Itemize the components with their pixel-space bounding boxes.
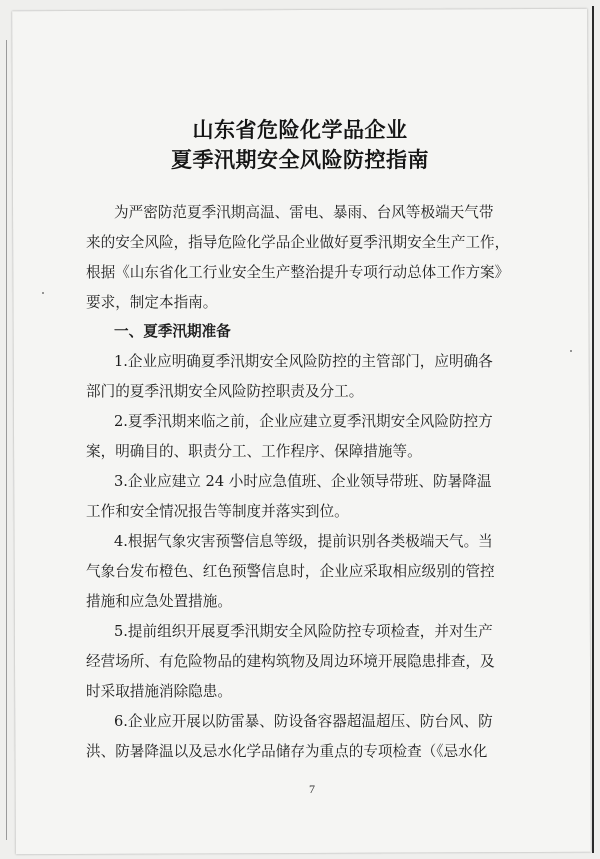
item-1-line-1: 1.企业应明确夏季汛期安全风险防控的主管部门，应明确各 [114,353,493,370]
document-title-line-1: 山东省危险化学品企业 [192,118,408,142]
section-heading: 一、夏季汛期准备 [114,323,231,340]
item-3-line-2: 工作和安全情况报告等制度并落实到位。 [86,503,349,520]
intro-line-1: 为严密防范夏季汛期高温、雷电、暴雨、台风等极端天气带 [114,204,494,221]
item-5-line-1: 5.提前组织开展夏季汛期安全风险防控专项检查，并对生产 [114,623,493,640]
item-2-line-1: 2.夏季汛期来临之前，企业应建立夏季汛期安全风险防控方 [114,413,493,430]
item-5-line-3: 时采取措施消除隐患。 [86,683,232,700]
item-3-line-1: 3.企业应建立 24 小时应急值班、企业领导带班、防暑降温 [114,473,492,490]
intro-line-2: 来的安全风险，指导危险化学品企业做好夏季汛期安全生产工作， [86,234,510,251]
item-4-line-3: 措施和应急处置措施。 [86,593,232,610]
item-4-line-1: 4.根据气象灾害预警信息等级，提前识别各类极端天气。当 [114,533,493,550]
item-6-line-2: 洪、防暑降温以及忌水化学品储存为重点的专项检查（《忌水化 [86,743,488,760]
document-title-line-2: 夏季汛期安全风险防控指南 [171,148,429,172]
item-2-line-2: 案，明确目的、职责分工、工作程序、保障措施等。 [86,443,422,460]
scan-speck [42,292,44,294]
item-6-line-1: 6.企业应开展以防雷暴、防设备容器超温超压、防台风、防 [114,713,493,730]
intro-line-4: 要求，制定本指南。 [86,294,218,311]
item-4-line-2: 气象台发布橙色、红色预警信息时，企业应采取相应级别的管控 [86,563,495,580]
scan-speck [570,350,572,352]
item-5-line-2: 经营场所、有危险物品的建构筑物及周边环境开展隐患排查，及 [86,653,495,670]
item-1-line-2: 部门的夏季汛期安全风险防控职责及分工。 [86,383,364,400]
intro-line-3: 根据《山东省化工行业安全生产整治提升专项行动总体工作方案》 [86,264,510,281]
page-number: 7 [309,782,315,796]
